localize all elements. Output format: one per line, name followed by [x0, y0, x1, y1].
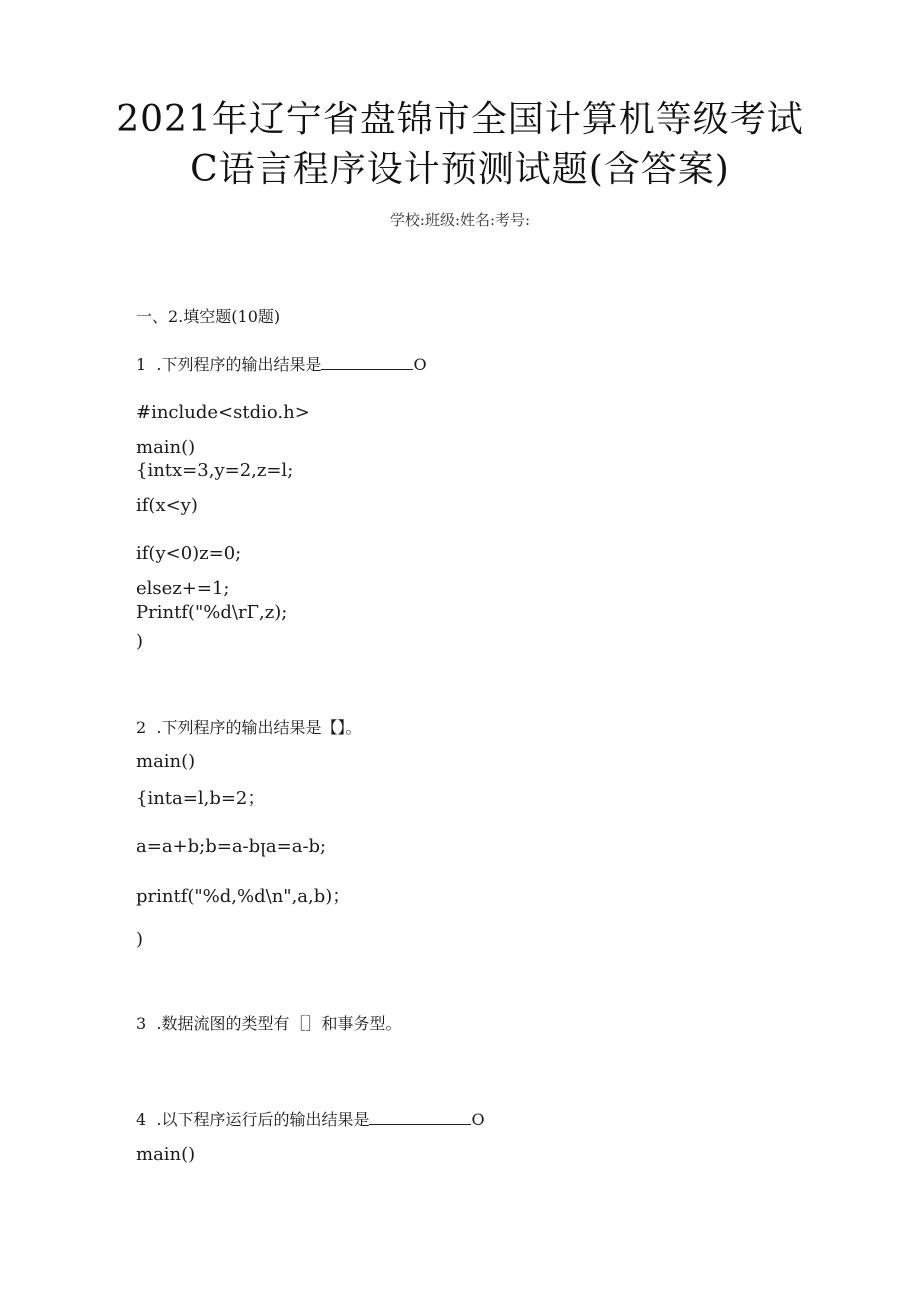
- question-text: .以下程序运行后的输出结果是: [156, 1110, 370, 1129]
- question-number: 4: [136, 1110, 147, 1129]
- code-line: elsez+=1;: [136, 578, 230, 599]
- title-line-1: 2021年辽宁省盘锦市全国计算机等级考试: [116, 99, 804, 140]
- question-text: .数据流图的类型有［］和事务型。: [156, 1014, 402, 1033]
- question-4: [136, 1108, 485, 1132]
- question-1: [136, 353, 427, 377]
- question-suffix: O: [471, 1110, 485, 1129]
- code-line: Printf("%d\rΓ,z);: [136, 602, 288, 623]
- answer-blank: [369, 1108, 471, 1125]
- question-number: 3: [136, 1014, 147, 1033]
- student-info-line: 学校:班级:姓名:考号:: [389, 211, 531, 229]
- code-line: if(x<y): [136, 495, 198, 516]
- question-2: [136, 716, 361, 740]
- question-number: 2: [136, 718, 147, 737]
- code-line: #include<stdio.h>: [136, 402, 310, 423]
- code-line: ): [136, 929, 144, 950]
- section-heading: 一、2.填空题(10题): [136, 307, 281, 326]
- code-line: main(): [136, 1144, 196, 1165]
- code-line: printf("%d,%d\n",a,b)；: [136, 886, 351, 907]
- code-line: a=a+b;b=a-bꞁa=a-b;: [136, 836, 327, 857]
- title-line-2: C语言程序设计预测试题(含答案): [190, 149, 730, 190]
- question-number: 1: [136, 355, 147, 374]
- question-3: [136, 1012, 401, 1036]
- code-line: {intx=3,y=2,z=l;: [136, 460, 294, 481]
- code-line: if(y<0)z=0;: [136, 543, 242, 564]
- code-line: {inta=l,b=2；: [136, 788, 266, 809]
- code-line: main(): [136, 751, 196, 772]
- code-line: ): [136, 631, 144, 652]
- question-suffix: O: [413, 355, 427, 374]
- code-line: main(): [136, 437, 196, 458]
- question-text: .下列程序的输出结果是: [156, 355, 322, 374]
- question-text: .下列程序的输出结果是【】。: [156, 718, 362, 737]
- answer-blank: [321, 353, 413, 370]
